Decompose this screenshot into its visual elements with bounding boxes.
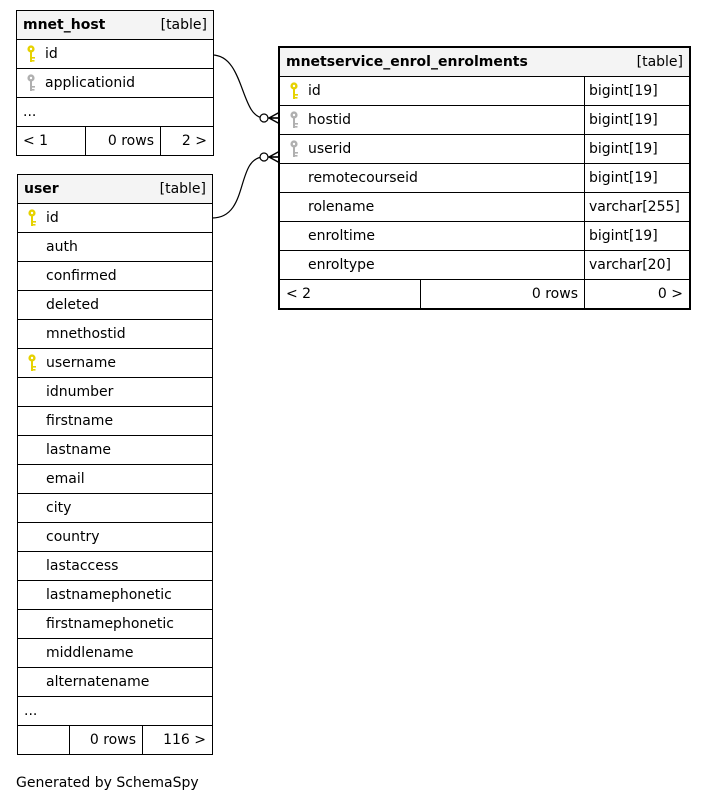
- column-name: id: [45, 46, 58, 62]
- column-row[interactable]: [18, 639, 213, 668]
- column-name: remotecourseid: [308, 170, 418, 186]
- column-name-cell[interactable]: [18, 523, 213, 552]
- table-type-label: [table]: [636, 54, 684, 70]
- column-type: bigint[19]: [585, 77, 690, 106]
- connector-end-circle-hostid: [260, 114, 268, 122]
- column-type: varchar[20]: [585, 251, 690, 280]
- connector-end-circle-userid: [260, 153, 268, 161]
- footer-right[interactable]: 0 >: [585, 280, 690, 309]
- column-list: [17, 40, 214, 98]
- column-entry: [286, 222, 578, 250]
- column-name: lastnamephonetic: [46, 587, 172, 603]
- column-entry: [24, 581, 206, 609]
- column-row[interactable]: [18, 204, 213, 233]
- column-entry: [286, 135, 578, 163]
- column-name: enroltime: [308, 228, 376, 244]
- column-row[interactable]: [18, 668, 213, 697]
- column-row[interactable]: [18, 378, 213, 407]
- table-user[interactable]: [17, 174, 213, 755]
- column-entry: [24, 465, 206, 493]
- column-row[interactable]: [18, 349, 213, 378]
- more-columns[interactable]: ...: [17, 98, 214, 127]
- column-name-cell[interactable]: [18, 204, 213, 233]
- column-name-cell[interactable]: [18, 494, 213, 523]
- primary-key-icon: [23, 44, 39, 64]
- column-type: bigint[19]: [585, 106, 690, 135]
- generated-by-label: Generated by SchemaSpy: [16, 775, 199, 791]
- column-entry: [24, 523, 206, 551]
- column-name-cell[interactable]: [280, 222, 585, 251]
- column-name-cell[interactable]: [18, 639, 213, 668]
- column-entry: [24, 668, 206, 696]
- column-entry: [24, 262, 206, 290]
- column-entry: [24, 552, 206, 580]
- column-name: lastaccess: [46, 558, 119, 574]
- column-entry: [286, 251, 578, 279]
- column-list: [280, 77, 690, 280]
- column-name: lastname: [46, 442, 111, 458]
- column-entry: [286, 106, 578, 134]
- column-row[interactable]: [17, 40, 214, 69]
- column-row[interactable]: [18, 523, 213, 552]
- column-name-cell[interactable]: [280, 193, 585, 222]
- column-name-cell[interactable]: [17, 69, 214, 98]
- column-row[interactable]: [280, 193, 690, 222]
- footer-right[interactable]: 2 >: [161, 127, 214, 156]
- column-name: firstname: [46, 413, 114, 429]
- column-name: applicationid: [45, 75, 136, 91]
- column-entry: [286, 164, 578, 192]
- column-name: mnethostid: [46, 326, 126, 342]
- column-name: city: [46, 500, 72, 516]
- column-name-cell[interactable]: [280, 164, 585, 193]
- column-entry: [24, 436, 206, 464]
- column-row[interactable]: [18, 494, 213, 523]
- column-type: bigint[19]: [585, 222, 690, 251]
- column-name-cell[interactable]: [18, 291, 213, 320]
- column-row[interactable]: [18, 581, 213, 610]
- column-entry: [24, 378, 206, 406]
- column-entry: [24, 204, 206, 232]
- footer-left[interactable]: [18, 726, 70, 755]
- column-row[interactable]: [18, 552, 213, 581]
- column-entry: [24, 320, 206, 348]
- column-name-cell[interactable]: [17, 40, 214, 69]
- column-name-cell[interactable]: [280, 251, 585, 280]
- column-list: [18, 204, 213, 697]
- column-entry: [24, 639, 206, 667]
- primary-key-icon: [286, 81, 302, 101]
- column-name: alternatename: [46, 674, 150, 690]
- column-row[interactable]: [18, 465, 213, 494]
- column-entry: [24, 349, 206, 377]
- column-name: firstnamephonetic: [46, 616, 174, 632]
- column-name: rolename: [308, 199, 375, 215]
- column-row[interactable]: [18, 320, 213, 349]
- column-entry: [23, 40, 207, 68]
- column-name-cell[interactable]: [18, 262, 213, 291]
- column-name-cell[interactable]: [18, 407, 213, 436]
- table-type-label: [table]: [159, 181, 207, 197]
- column-row[interactable]: [280, 222, 690, 251]
- column-row[interactable]: [280, 164, 690, 193]
- footer-rows: 0 rows: [86, 127, 161, 156]
- footer-rows: 0 rows: [421, 280, 585, 309]
- column-name: userid: [308, 141, 352, 157]
- column-name: country: [46, 529, 100, 545]
- column-type: bigint[19]: [585, 164, 690, 193]
- column-row[interactable]: [18, 610, 213, 639]
- table-name: mnet_host: [23, 17, 106, 33]
- column-name-cell[interactable]: [18, 436, 213, 465]
- footer-rows: 0 rows: [70, 726, 143, 755]
- table-name: user: [24, 181, 59, 197]
- column-row[interactable]: [18, 262, 213, 291]
- column-type: bigint[19]: [585, 135, 690, 164]
- column-entry: [24, 233, 206, 261]
- column-name-cell[interactable]: [280, 106, 585, 135]
- connector-user-to-enrolments: [212, 157, 280, 218]
- column-entry: [286, 193, 578, 221]
- column-entry: [286, 77, 578, 105]
- column-name-cell[interactable]: [18, 610, 213, 639]
- column-name: auth: [46, 239, 78, 255]
- primary-key-icon: [24, 208, 40, 228]
- table-name: mnetservice_enrol_enrolments: [286, 54, 528, 70]
- footer-left[interactable]: < 2: [280, 280, 421, 309]
- column-name-cell[interactable]: [18, 581, 213, 610]
- table-header[interactable]: [17, 11, 214, 40]
- column-name: hostid: [308, 112, 351, 128]
- column-name: confirmed: [46, 268, 117, 284]
- column-row[interactable]: [280, 135, 690, 164]
- column-name: id: [46, 210, 59, 226]
- more-columns[interactable]: ...: [18, 697, 213, 726]
- column-name-cell[interactable]: [18, 465, 213, 494]
- column-row[interactable]: [18, 407, 213, 436]
- column-name-cell[interactable]: [18, 320, 213, 349]
- column-name: email: [46, 471, 85, 487]
- column-name-cell[interactable]: [280, 77, 585, 106]
- column-entry: [24, 291, 206, 319]
- column-entry: [24, 407, 206, 435]
- column-row[interactable]: [18, 436, 213, 465]
- column-row[interactable]: [18, 291, 213, 320]
- column-name-cell[interactable]: [18, 349, 213, 378]
- primary-key-icon: [24, 353, 40, 373]
- column-type: varchar[255]: [585, 193, 690, 222]
- connector-mnet-host-to-enrolments: [212, 55, 280, 118]
- footer-left[interactable]: < 1: [17, 127, 86, 156]
- table-mnetservice-enrol-enrolments[interactable]: [279, 47, 690, 309]
- column-name-cell[interactable]: [18, 552, 213, 581]
- table-header[interactable]: [18, 175, 213, 204]
- column-row[interactable]: [17, 69, 214, 98]
- table-mnet-host[interactable]: [16, 10, 214, 156]
- column-name: deleted: [46, 297, 99, 313]
- table-header[interactable]: [280, 48, 690, 77]
- foreign-key-icon: [286, 139, 302, 159]
- column-name-cell[interactable]: [18, 378, 213, 407]
- column-name-cell[interactable]: [18, 668, 213, 697]
- column-row[interactable]: [18, 233, 213, 262]
- column-name-cell[interactable]: [280, 135, 585, 164]
- footer-right[interactable]: 116 >: [143, 726, 213, 755]
- column-name: id: [308, 83, 321, 99]
- column-name: idnumber: [46, 384, 114, 400]
- foreign-key-icon: [23, 73, 39, 93]
- foreign-key-icon: [286, 110, 302, 130]
- column-row[interactable]: [280, 77, 690, 106]
- column-name: enroltype: [308, 257, 375, 273]
- column-name: middlename: [46, 645, 134, 661]
- column-row[interactable]: [280, 106, 690, 135]
- column-entry: [23, 69, 207, 97]
- column-name: username: [46, 355, 116, 371]
- column-row[interactable]: [280, 251, 690, 280]
- column-entry: [24, 494, 206, 522]
- column-entry: [24, 610, 206, 638]
- column-name-cell[interactable]: [18, 233, 213, 262]
- table-type-label: [table]: [160, 17, 207, 33]
